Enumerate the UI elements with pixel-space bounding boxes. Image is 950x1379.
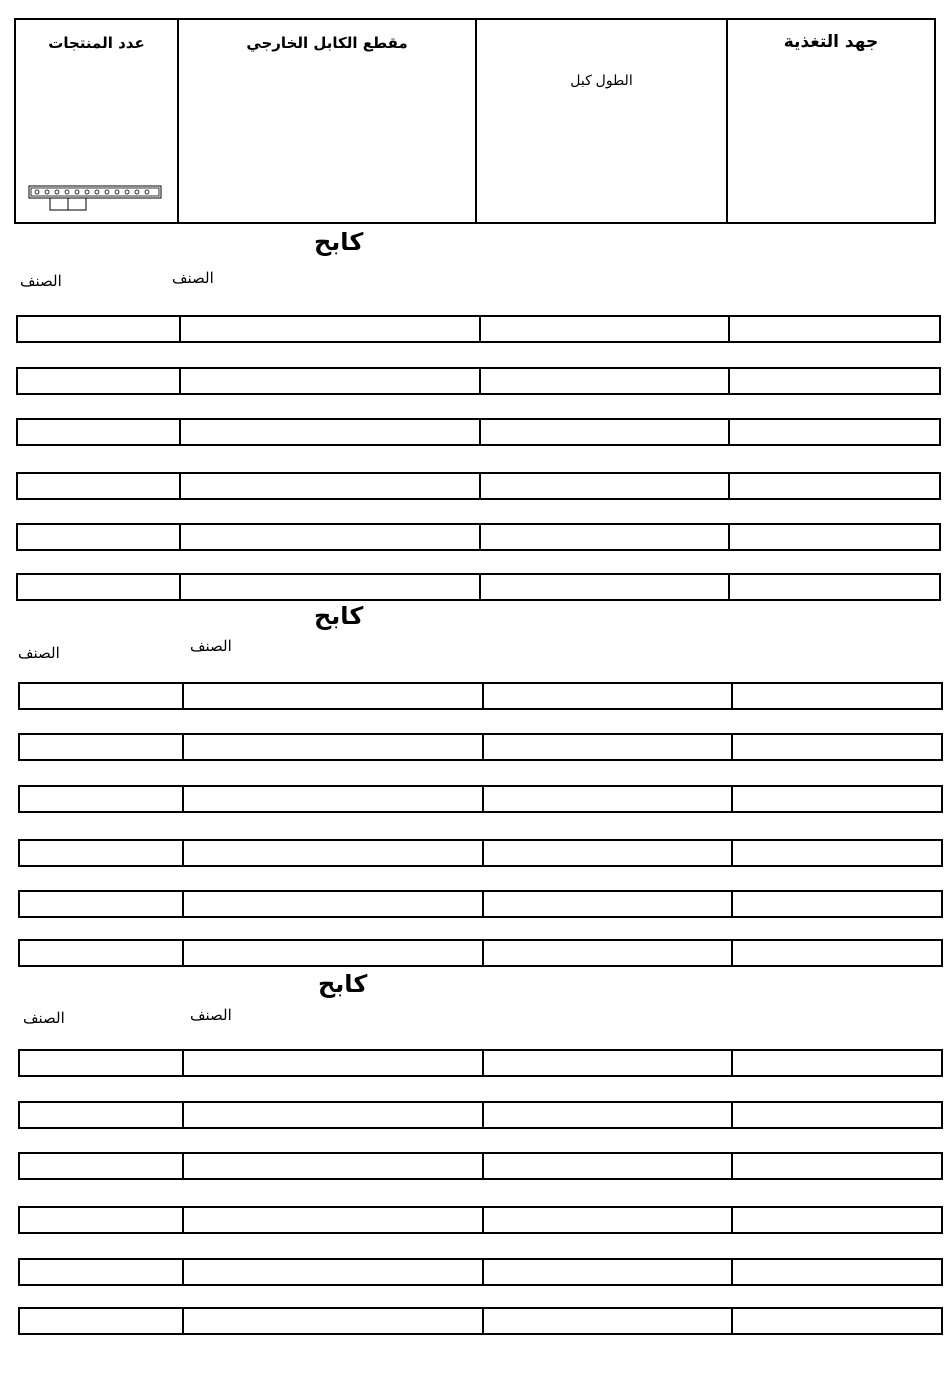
form-row	[18, 785, 943, 813]
form-row	[16, 523, 941, 551]
form-row-divider	[482, 841, 484, 865]
form-row-divider	[728, 525, 730, 549]
form-row-divider	[179, 369, 181, 393]
form-row	[18, 839, 943, 867]
category-label: الصنف	[172, 270, 214, 287]
section-title: كابح	[314, 228, 364, 256]
form-row-divider	[182, 1051, 184, 1075]
section-title: كابح	[314, 602, 364, 630]
form-row-divider	[479, 474, 481, 498]
form-row-divider	[182, 735, 184, 759]
form-row-divider	[182, 941, 184, 965]
form-row-divider	[728, 420, 730, 444]
form-row-divider	[179, 525, 181, 549]
form-row-divider	[482, 1208, 484, 1232]
form-row	[16, 367, 941, 395]
form-row-divider	[179, 317, 181, 341]
form-row-divider	[482, 1260, 484, 1284]
form-row	[18, 1307, 943, 1335]
form-row-divider	[482, 1051, 484, 1075]
form-row-divider	[482, 892, 484, 916]
form-row-divider	[731, 1309, 733, 1333]
form-row-divider	[728, 575, 730, 599]
header-cell-cable-length	[475, 20, 726, 222]
category-label: الصنف	[23, 1010, 65, 1027]
form-row-divider	[731, 841, 733, 865]
form-row-divider	[482, 684, 484, 708]
form-row-divider	[482, 1154, 484, 1178]
category-label: الصنف	[190, 638, 232, 655]
form-row-divider	[728, 474, 730, 498]
form-row-divider	[731, 892, 733, 916]
form-row-divider	[179, 474, 181, 498]
form-row-divider	[731, 1208, 733, 1232]
form-row-divider	[179, 575, 181, 599]
form-row	[18, 1152, 943, 1180]
header-cell-cable-section	[177, 20, 475, 222]
header-table	[14, 18, 936, 224]
form-row	[18, 1101, 943, 1129]
form-row-divider	[182, 1208, 184, 1232]
form-row-divider	[182, 841, 184, 865]
section-title: كابح	[318, 970, 368, 998]
form-row-divider	[731, 787, 733, 811]
led-bar-image	[28, 184, 164, 214]
category-label: الصنف	[18, 645, 60, 662]
form-row	[16, 418, 941, 446]
form-row-divider	[728, 369, 730, 393]
form-row-divider	[731, 1260, 733, 1284]
form-row-divider	[182, 1260, 184, 1284]
form-row-divider	[482, 1309, 484, 1333]
category-label: الصنف	[190, 1007, 232, 1024]
form-row-divider	[731, 1103, 733, 1127]
form-row-divider	[479, 369, 481, 393]
form-row	[16, 472, 941, 500]
form-row	[18, 682, 943, 710]
form-row-divider	[482, 941, 484, 965]
form-row	[16, 315, 941, 343]
header-label-cable-section: مقطع الكابل الخارجي	[246, 34, 408, 52]
form-row-divider	[482, 735, 484, 759]
form-row-divider	[731, 941, 733, 965]
form-row-divider	[479, 525, 481, 549]
form-row-divider	[479, 575, 481, 599]
form-row	[18, 1206, 943, 1234]
form-row-divider	[731, 1154, 733, 1178]
form-row-divider	[182, 1103, 184, 1127]
header-cell-supply-voltage	[726, 20, 934, 222]
header-label-count: عدد المنتجات	[48, 34, 145, 52]
form-row-divider	[182, 892, 184, 916]
form-row-divider	[179, 420, 181, 444]
form-row	[18, 733, 943, 761]
form-row-divider	[182, 1154, 184, 1178]
header-label-supply-voltage: جهد التغذية	[783, 32, 879, 52]
form-row	[18, 1258, 943, 1286]
header-label-cable-length: الطول كبل	[570, 72, 633, 88]
form-row-divider	[728, 317, 730, 341]
form-row-divider	[482, 787, 484, 811]
form-row-divider	[182, 1309, 184, 1333]
form-row-divider	[731, 735, 733, 759]
form-row	[18, 939, 943, 967]
form-row-divider	[479, 317, 481, 341]
category-label: الصنف	[20, 273, 62, 290]
form-row-divider	[731, 1051, 733, 1075]
form-row-divider	[479, 420, 481, 444]
form-row-divider	[731, 684, 733, 708]
form-row	[16, 573, 941, 601]
form-row-divider	[482, 1103, 484, 1127]
form-row	[18, 890, 943, 918]
form-row-divider	[182, 684, 184, 708]
header-cell-count	[16, 20, 177, 222]
form-row	[18, 1049, 943, 1077]
form-row-divider	[182, 787, 184, 811]
